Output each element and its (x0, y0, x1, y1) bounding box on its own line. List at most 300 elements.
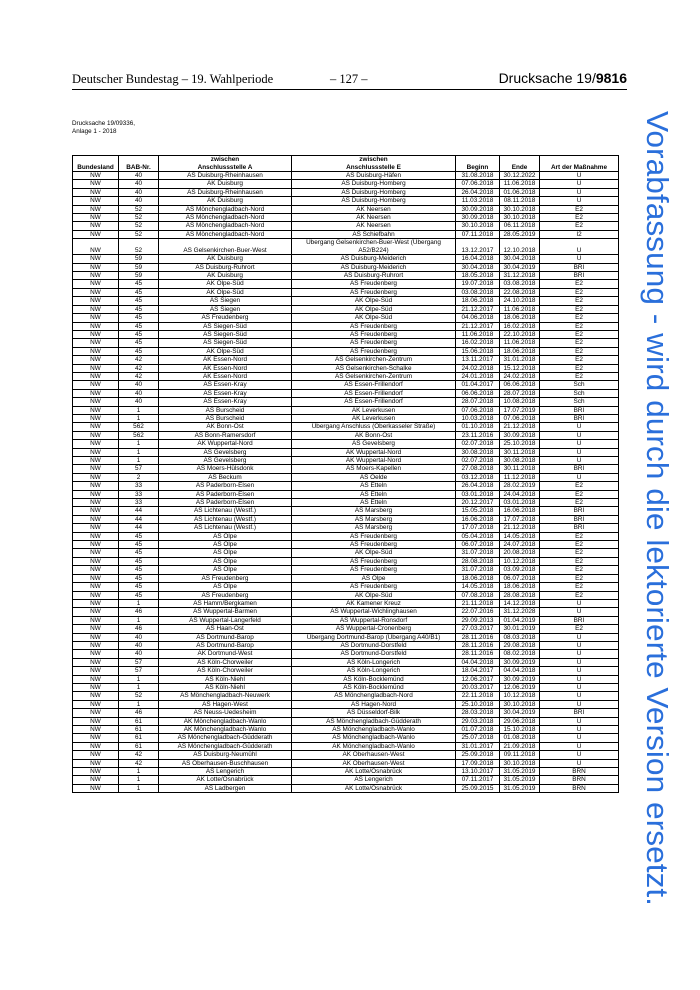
cell-bundesland: NW (73, 507, 119, 515)
cell-ende: 22.10.2018 (500, 330, 540, 338)
table-row (73, 297, 619, 305)
cell-bundesland: NW (73, 557, 119, 565)
cell-ende: 14.05.2018 (500, 532, 540, 540)
table-row (73, 641, 619, 649)
cell-bab: 52 (119, 222, 159, 230)
cell-ende: 28.08.2018 (500, 591, 540, 599)
cell-art: E2 (540, 625, 619, 633)
table-row (73, 389, 619, 397)
cell-bundesland: NW (73, 381, 119, 389)
cell-art: U (540, 751, 619, 759)
cell-bundesland: NW (73, 473, 119, 481)
cell-bundesland: NW (73, 734, 119, 742)
cell-as-e: AS Köln-Bocklemünd (292, 683, 456, 691)
cell-beginn: 07.11.2018 (456, 230, 500, 238)
cell-beginn: 07.11.2017 (456, 776, 500, 784)
cell-bab: 61 (119, 717, 159, 725)
cell-bab: 45 (119, 591, 159, 599)
cell-art: U (540, 734, 619, 742)
cell-as-a: AS Essen-Kray (159, 398, 292, 406)
cell-as-e: AS Dortmund-Dorstfeld (292, 641, 456, 649)
cell-beginn: 13.12.2017 (456, 239, 500, 255)
cell-beginn: 15.05.2018 (456, 507, 500, 515)
cell-beginn: 11.03.2018 (456, 197, 500, 205)
cell-as-e: AS Freudenberg (292, 566, 456, 574)
cell-ende: 09.11.2018 (500, 751, 540, 759)
cell-bab: 1 (119, 616, 159, 624)
cell-bab: 52 (119, 214, 159, 222)
cell-as-a: AS Dortmund-Barop (159, 641, 292, 649)
cell-ende: 11.06.2018 (500, 305, 540, 313)
cell-bab: 42 (119, 759, 159, 767)
table-row (73, 742, 619, 750)
cell-beginn: 27.08.2018 (456, 465, 500, 473)
cell-bundesland: NW (73, 322, 119, 330)
cell-beginn: 10.03.2018 (456, 414, 500, 422)
cell-art: E2 (540, 591, 619, 599)
cell-as-e: AK Lotte/Osnabrück (292, 768, 456, 776)
cell-as-a: AS Hamm/Bergkamen (159, 599, 292, 607)
cell-beginn: 02.07.2018 (456, 457, 500, 465)
cell-art: BRN (540, 768, 619, 776)
table-row (73, 566, 619, 574)
cell-as-a: AK Bonn-Ost (159, 423, 292, 431)
cell-art: U (540, 440, 619, 448)
table-row (73, 515, 619, 523)
cell-as-a: AS Freudenberg (159, 314, 292, 322)
cell-bab: 1 (119, 700, 159, 708)
cell-as-a: AS Olpe (159, 583, 292, 591)
cell-art: U (540, 457, 619, 465)
table-row (73, 524, 619, 532)
cell-bundesland: NW (73, 180, 119, 188)
cell-art: U (540, 188, 619, 196)
cell-bundesland: NW (73, 230, 119, 238)
cell-as-a: AS Gevelsberg (159, 457, 292, 465)
cell-beginn: 02.07.2018 (456, 440, 500, 448)
cell-ende: 07.06.2018 (500, 414, 540, 422)
cell-bundesland: NW (73, 280, 119, 288)
table-row (73, 751, 619, 759)
table-row (73, 499, 619, 507)
table-header-row (73, 156, 619, 172)
cell-bab: 59 (119, 255, 159, 263)
cell-as-a: AK Duisburg (159, 255, 292, 263)
table-row (73, 431, 619, 439)
cell-ende: 30.10.2018 (500, 759, 540, 767)
cell-bundesland: NW (73, 633, 119, 641)
cell-beginn: 03.01.2018 (456, 490, 500, 498)
cell-bundesland: NW (73, 583, 119, 591)
cell-ende: 12.10.2018 (500, 239, 540, 255)
cell-beginn: 24.01.2018 (456, 372, 500, 380)
cell-bab: 40 (119, 381, 159, 389)
cell-as-a: AS Freudenberg (159, 591, 292, 599)
cell-ende: 30.09.2018 (500, 431, 540, 439)
cell-as-a: AS Mönchengladbach-Güdderath (159, 742, 292, 750)
construction-table (72, 155, 619, 793)
cell-as-a: AS Lichtenau (Westf.) (159, 524, 292, 532)
cell-as-e: AS Mönchengladbach-Wanlo (292, 726, 456, 734)
cell-bundesland: NW (73, 616, 119, 624)
table-row (73, 768, 619, 776)
cell-bab: 46 (119, 608, 159, 616)
cell-as-a: AS Duisburg-Rheinhausen (159, 172, 292, 180)
table-row (73, 549, 619, 557)
cell-beginn: 04.06.2018 (456, 314, 500, 322)
side-watermark (627, 103, 697, 903)
cell-bundesland: NW (73, 389, 119, 397)
cell-as-a: AS Köln-Chorweiler (159, 658, 292, 666)
cell-as-e: AS Mönchengladbach-Nord (292, 692, 456, 700)
table-row (73, 776, 619, 784)
cell-as-e: AS Düsseldorf-Bilk (292, 709, 456, 717)
cell-as-a: AS Mönchengladbach-Güdderath (159, 734, 292, 742)
cell-bab: 45 (119, 288, 159, 296)
cell-as-a: AS Paderborn-Elsen (159, 482, 292, 490)
cell-as-a: AK Dortmund-West (159, 650, 292, 658)
cell-ende: 03.08.2018 (500, 280, 540, 288)
table-row (73, 557, 619, 565)
cell-bab: 1 (119, 406, 159, 414)
cell-ende: 21.12.2018 (500, 423, 540, 431)
cell-as-a: AK Olpe-Süd (159, 347, 292, 355)
cell-ende: 18.06.2018 (500, 583, 540, 591)
cell-art: Sch (540, 381, 619, 389)
table-row (73, 239, 619, 255)
cell-beginn: 01.10.2018 (456, 423, 500, 431)
cell-art: E2 (540, 347, 619, 355)
cell-as-e: AS Köln-Longerich (292, 658, 456, 666)
cell-ende: 30.09.2019 (500, 675, 540, 683)
cell-beginn: 11.06.2018 (456, 330, 500, 338)
cell-beginn: 21.12.2017 (456, 322, 500, 330)
cell-bab: 1 (119, 675, 159, 683)
cell-bab: 45 (119, 280, 159, 288)
cell-bab: 45 (119, 532, 159, 540)
cell-bab: 33 (119, 482, 159, 490)
cell-bab: 42 (119, 751, 159, 759)
cell-beginn: 28.08.2018 (456, 557, 500, 565)
cell-as-a: AS Köln-Niehl (159, 675, 292, 683)
cell-bundesland: NW (73, 339, 119, 347)
cell-bab: 52 (119, 230, 159, 238)
cell-bab: 33 (119, 490, 159, 498)
cell-as-a: AK Duisburg (159, 197, 292, 205)
cell-art: E2 (540, 356, 619, 364)
table-row (73, 692, 619, 700)
cell-bundesland: NW (73, 205, 119, 213)
cell-as-a: AS Burscheid (159, 406, 292, 414)
table-row (73, 339, 619, 347)
cell-as-e: AS Moers-Kapellen (292, 465, 456, 473)
cell-as-a: AS Bonn-Ramersdorf (159, 431, 292, 439)
cell-beginn: 12.06.2017 (456, 675, 500, 683)
cell-bundesland: NW (73, 297, 119, 305)
table-row (73, 650, 619, 658)
table-row (73, 465, 619, 473)
cell-ende: 01.06.2018 (500, 188, 540, 196)
cell-art: E2 (540, 330, 619, 338)
cell-bab: 45 (119, 583, 159, 591)
cell-as-a: AS Moers-Hülsdonk (159, 465, 292, 473)
cell-beginn: 20.12.2017 (456, 499, 500, 507)
cell-bundesland: NW (73, 347, 119, 355)
cell-bundesland: NW (73, 515, 119, 523)
cell-as-a: AS Essen-Kray (159, 389, 292, 397)
cell-ende: 28.02.2019 (500, 482, 540, 490)
cell-bundesland: NW (73, 532, 119, 540)
cell-bab: 45 (119, 557, 159, 565)
cell-as-a: AS Duisburg-Ruhrort (159, 263, 292, 271)
cell-ende: 30.10.2018 (500, 700, 540, 708)
cell-as-e: AS Duisburg-Homberg (292, 197, 456, 205)
cell-art: U (540, 448, 619, 456)
table-row (73, 675, 619, 683)
cell-bundesland: NW (73, 524, 119, 532)
cell-beginn: 25.10.2018 (456, 700, 500, 708)
cell-bundesland: NW (73, 490, 119, 498)
table-row (73, 583, 619, 591)
cell-art: E2 (540, 214, 619, 222)
table-row (73, 683, 619, 691)
cell-as-e: AS Mönchengladbach-Güdderath (292, 717, 456, 725)
cell-ende: 30.04.2019 (500, 263, 540, 271)
cell-ende: 03.09.2018 (500, 566, 540, 574)
cell-bab: 42 (119, 372, 159, 380)
cell-ende: 08.11.2018 (500, 197, 540, 205)
cell-bab: 59 (119, 263, 159, 271)
cell-ende: 06.11.2018 (500, 222, 540, 230)
cell-ende: 30.04.2019 (500, 709, 540, 717)
cell-as-e: AK Oberhausen-West (292, 759, 456, 767)
cell-as-e: AS Freudenberg (292, 280, 456, 288)
col-header-ende: Ende (500, 156, 540, 172)
cell-ende: 30.01.2019 (500, 625, 540, 633)
cell-bab: 40 (119, 188, 159, 196)
cell-as-e: AS Etteln (292, 499, 456, 507)
cell-ende: 30.11.2018 (500, 465, 540, 473)
table-row (73, 255, 619, 263)
cell-beginn: 28.11.2016 (456, 641, 500, 649)
cell-bundesland: NW (73, 667, 119, 675)
cell-as-a: AK Essen-Nord (159, 356, 292, 364)
cell-ende: 22.08.2018 (500, 288, 540, 296)
table-row (73, 356, 619, 364)
table-row (73, 305, 619, 313)
cell-beginn: 06.07.2018 (456, 541, 500, 549)
cell-as-e: AS Duisburg-Homberg (292, 188, 456, 196)
cell-art: E2 (540, 583, 619, 591)
cell-bab: 45 (119, 297, 159, 305)
cell-bundesland: NW (73, 406, 119, 414)
table-row (73, 591, 619, 599)
cell-as-a: AK Lotte/Osnabrück (159, 776, 292, 784)
cell-ende: 24.10.2018 (500, 297, 540, 305)
cell-art: E2 (540, 222, 619, 230)
cell-ende: 30.10.2018 (500, 214, 540, 222)
cell-as-e: Übergang Dortmund-Barop (Übergang A40/B1) (292, 633, 456, 641)
table-row (73, 490, 619, 498)
cell-bab: 45 (119, 305, 159, 313)
cell-as-e: AS Freudenberg (292, 532, 456, 540)
cell-art: E2 (540, 499, 619, 507)
cell-as-a: AS Olpe (159, 549, 292, 557)
cell-as-a: AS Gelsenkirchen-Buer-West (159, 239, 292, 255)
cell-bundesland: NW (73, 742, 119, 750)
cell-beginn: 29.09.2013 (456, 616, 500, 624)
cell-beginn: 16.04.2018 (456, 255, 500, 263)
cell-ende: 04.04.2018 (500, 667, 540, 675)
cell-ende: 21.12.2018 (500, 524, 540, 532)
cell-bab: 44 (119, 515, 159, 523)
cell-bundesland: NW (73, 499, 119, 507)
cell-as-a: AK Duisburg (159, 272, 292, 280)
table-row (73, 197, 619, 205)
cell-ende: 24.07.2018 (500, 541, 540, 549)
cell-art: U (540, 197, 619, 205)
cell-as-e: AS Gevelsberg (292, 440, 456, 448)
col-header-as-a-line2: Anschlussstelle A (197, 163, 253, 171)
table-row (73, 616, 619, 624)
cell-as-e: AS Mönchengladbach-Wanlo (292, 734, 456, 742)
cell-as-a: AS Dortmund-Barop (159, 633, 292, 641)
cell-as-e: AK Leverkusen (292, 414, 456, 422)
cell-ende: 31.01.2018 (500, 356, 540, 364)
cell-ende: 21.09.2018 (500, 742, 540, 750)
cell-bab: 1 (119, 768, 159, 776)
cell-as-a: AK Essen-Nord (159, 372, 292, 380)
cell-bundesland: NW (73, 364, 119, 372)
cell-bab: 52 (119, 692, 159, 700)
cell-beginn: 15.06.2018 (456, 347, 500, 355)
cell-beginn: 07.06.2018 (456, 406, 500, 414)
cell-as-e: AS Freudenberg (292, 330, 456, 338)
table-row (73, 507, 619, 515)
cell-art: Sch (540, 398, 619, 406)
cell-art: BRI (540, 414, 619, 422)
cell-art: BRI (540, 515, 619, 523)
cell-as-e: AS Marsberg (292, 524, 456, 532)
cell-bundesland: NW (73, 214, 119, 222)
col-header-as-a (159, 156, 292, 172)
col-header-bundesland: Bundesland (73, 156, 119, 172)
cell-as-a: AS Olpe (159, 541, 292, 549)
cell-as-e: AS Duisburg-Häfen (292, 172, 456, 180)
cell-art: U (540, 473, 619, 481)
cell-beginn: 18.05.2018 (456, 272, 500, 280)
table-row (73, 633, 619, 641)
cell-ende: 30.12.2022 (500, 172, 540, 180)
table-body (73, 172, 619, 793)
cell-art: E2 (540, 364, 619, 372)
document-number (499, 70, 627, 86)
cell-bundesland: NW (73, 188, 119, 196)
cell-beginn: 21.12.2017 (456, 305, 500, 313)
cell-bab: 57 (119, 658, 159, 666)
cell-as-a: AK Olpe-Süd (159, 280, 292, 288)
cell-art: U (540, 608, 619, 616)
cell-ende: 11.12.2018 (500, 473, 540, 481)
cell-beginn: 28.07.2018 (456, 398, 500, 406)
cell-ende: 17.07.2019 (500, 406, 540, 414)
cell-art: U (540, 423, 619, 431)
cell-bab: 1 (119, 599, 159, 607)
cell-as-e: AK Olpe-Süd (292, 549, 456, 557)
cell-beginn: 24.02.2018 (456, 364, 500, 372)
cell-art: U (540, 255, 619, 263)
cell-art: BRI (540, 524, 619, 532)
col-header-bab: BAB-Nr. (119, 156, 159, 172)
table-row (73, 272, 619, 280)
cell-as-a: AS Essen-Kray (159, 381, 292, 389)
cell-as-e: AK Mönchengladbach-Wanlo (292, 742, 456, 750)
cell-beginn: 25.09.2015 (456, 784, 500, 792)
cell-as-a: AS Köln-Niehl (159, 683, 292, 691)
cell-art: E2 (540, 574, 619, 582)
cell-ende: 08.03.2018 (500, 633, 540, 641)
cell-art: U (540, 683, 619, 691)
cell-bab: 40 (119, 650, 159, 658)
table-row (73, 180, 619, 188)
cell-bundesland: NW (73, 414, 119, 422)
cell-as-a: AS Olpe (159, 566, 292, 574)
cell-as-a: AS Neuss-Uedesheim (159, 709, 292, 717)
cell-beginn: 17.07.2018 (456, 524, 500, 532)
cell-as-e: AS Gelsenkirchen-Zentrum (292, 356, 456, 364)
cell-beginn: 28.11.2016 (456, 633, 500, 641)
table-row (73, 541, 619, 549)
cell-bundesland: NW (73, 709, 119, 717)
cell-beginn: 31.08.2018 (456, 172, 500, 180)
cell-as-e: AS Duisburg-Meiderich (292, 263, 456, 271)
cell-ende: 30.04.2018 (500, 255, 540, 263)
cell-bab: 40 (119, 197, 159, 205)
cell-bundesland: NW (73, 288, 119, 296)
cell-as-e: AS Freudenberg (292, 322, 456, 330)
cell-art: E2 (540, 482, 619, 490)
cell-art: BRI (540, 406, 619, 414)
table-row (73, 734, 619, 742)
cell-bundesland: NW (73, 566, 119, 574)
table-row (73, 532, 619, 540)
cell-as-a: AS Haan-Ost (159, 625, 292, 633)
cell-beginn: 30.09.2018 (456, 214, 500, 222)
cell-art: I2 (540, 230, 619, 238)
cell-as-e: AK Olpe-Süd (292, 314, 456, 322)
cell-bundesland: NW (73, 541, 119, 549)
cell-as-e: AS Marsberg (292, 515, 456, 523)
cell-beginn: 18.04.2017 (456, 667, 500, 675)
side-watermark-text: Vorabfassung - wird durch die lektorierte Version ersetzt. (640, 111, 674, 876)
cell-bab: 52 (119, 239, 159, 255)
cell-beginn: 28.03.2018 (456, 709, 500, 717)
table-row (73, 188, 619, 196)
cell-beginn: 21.11.2018 (456, 599, 500, 607)
cell-bab: 1 (119, 414, 159, 422)
cell-beginn: 07.06.2018 (456, 180, 500, 188)
cell-bab: 46 (119, 625, 159, 633)
cell-beginn: 27.03.2017 (456, 625, 500, 633)
table-row (73, 726, 619, 734)
cell-as-a: AS Siegen-Süd (159, 339, 292, 347)
cell-as-e: AK Olpe-Süd (292, 591, 456, 599)
cell-bab: 562 (119, 431, 159, 439)
cell-as-a: AS Burscheid (159, 414, 292, 422)
table-row (73, 214, 619, 222)
cell-beginn: 26.04.2018 (456, 482, 500, 490)
cell-ende: 06.07.2018 (500, 574, 540, 582)
